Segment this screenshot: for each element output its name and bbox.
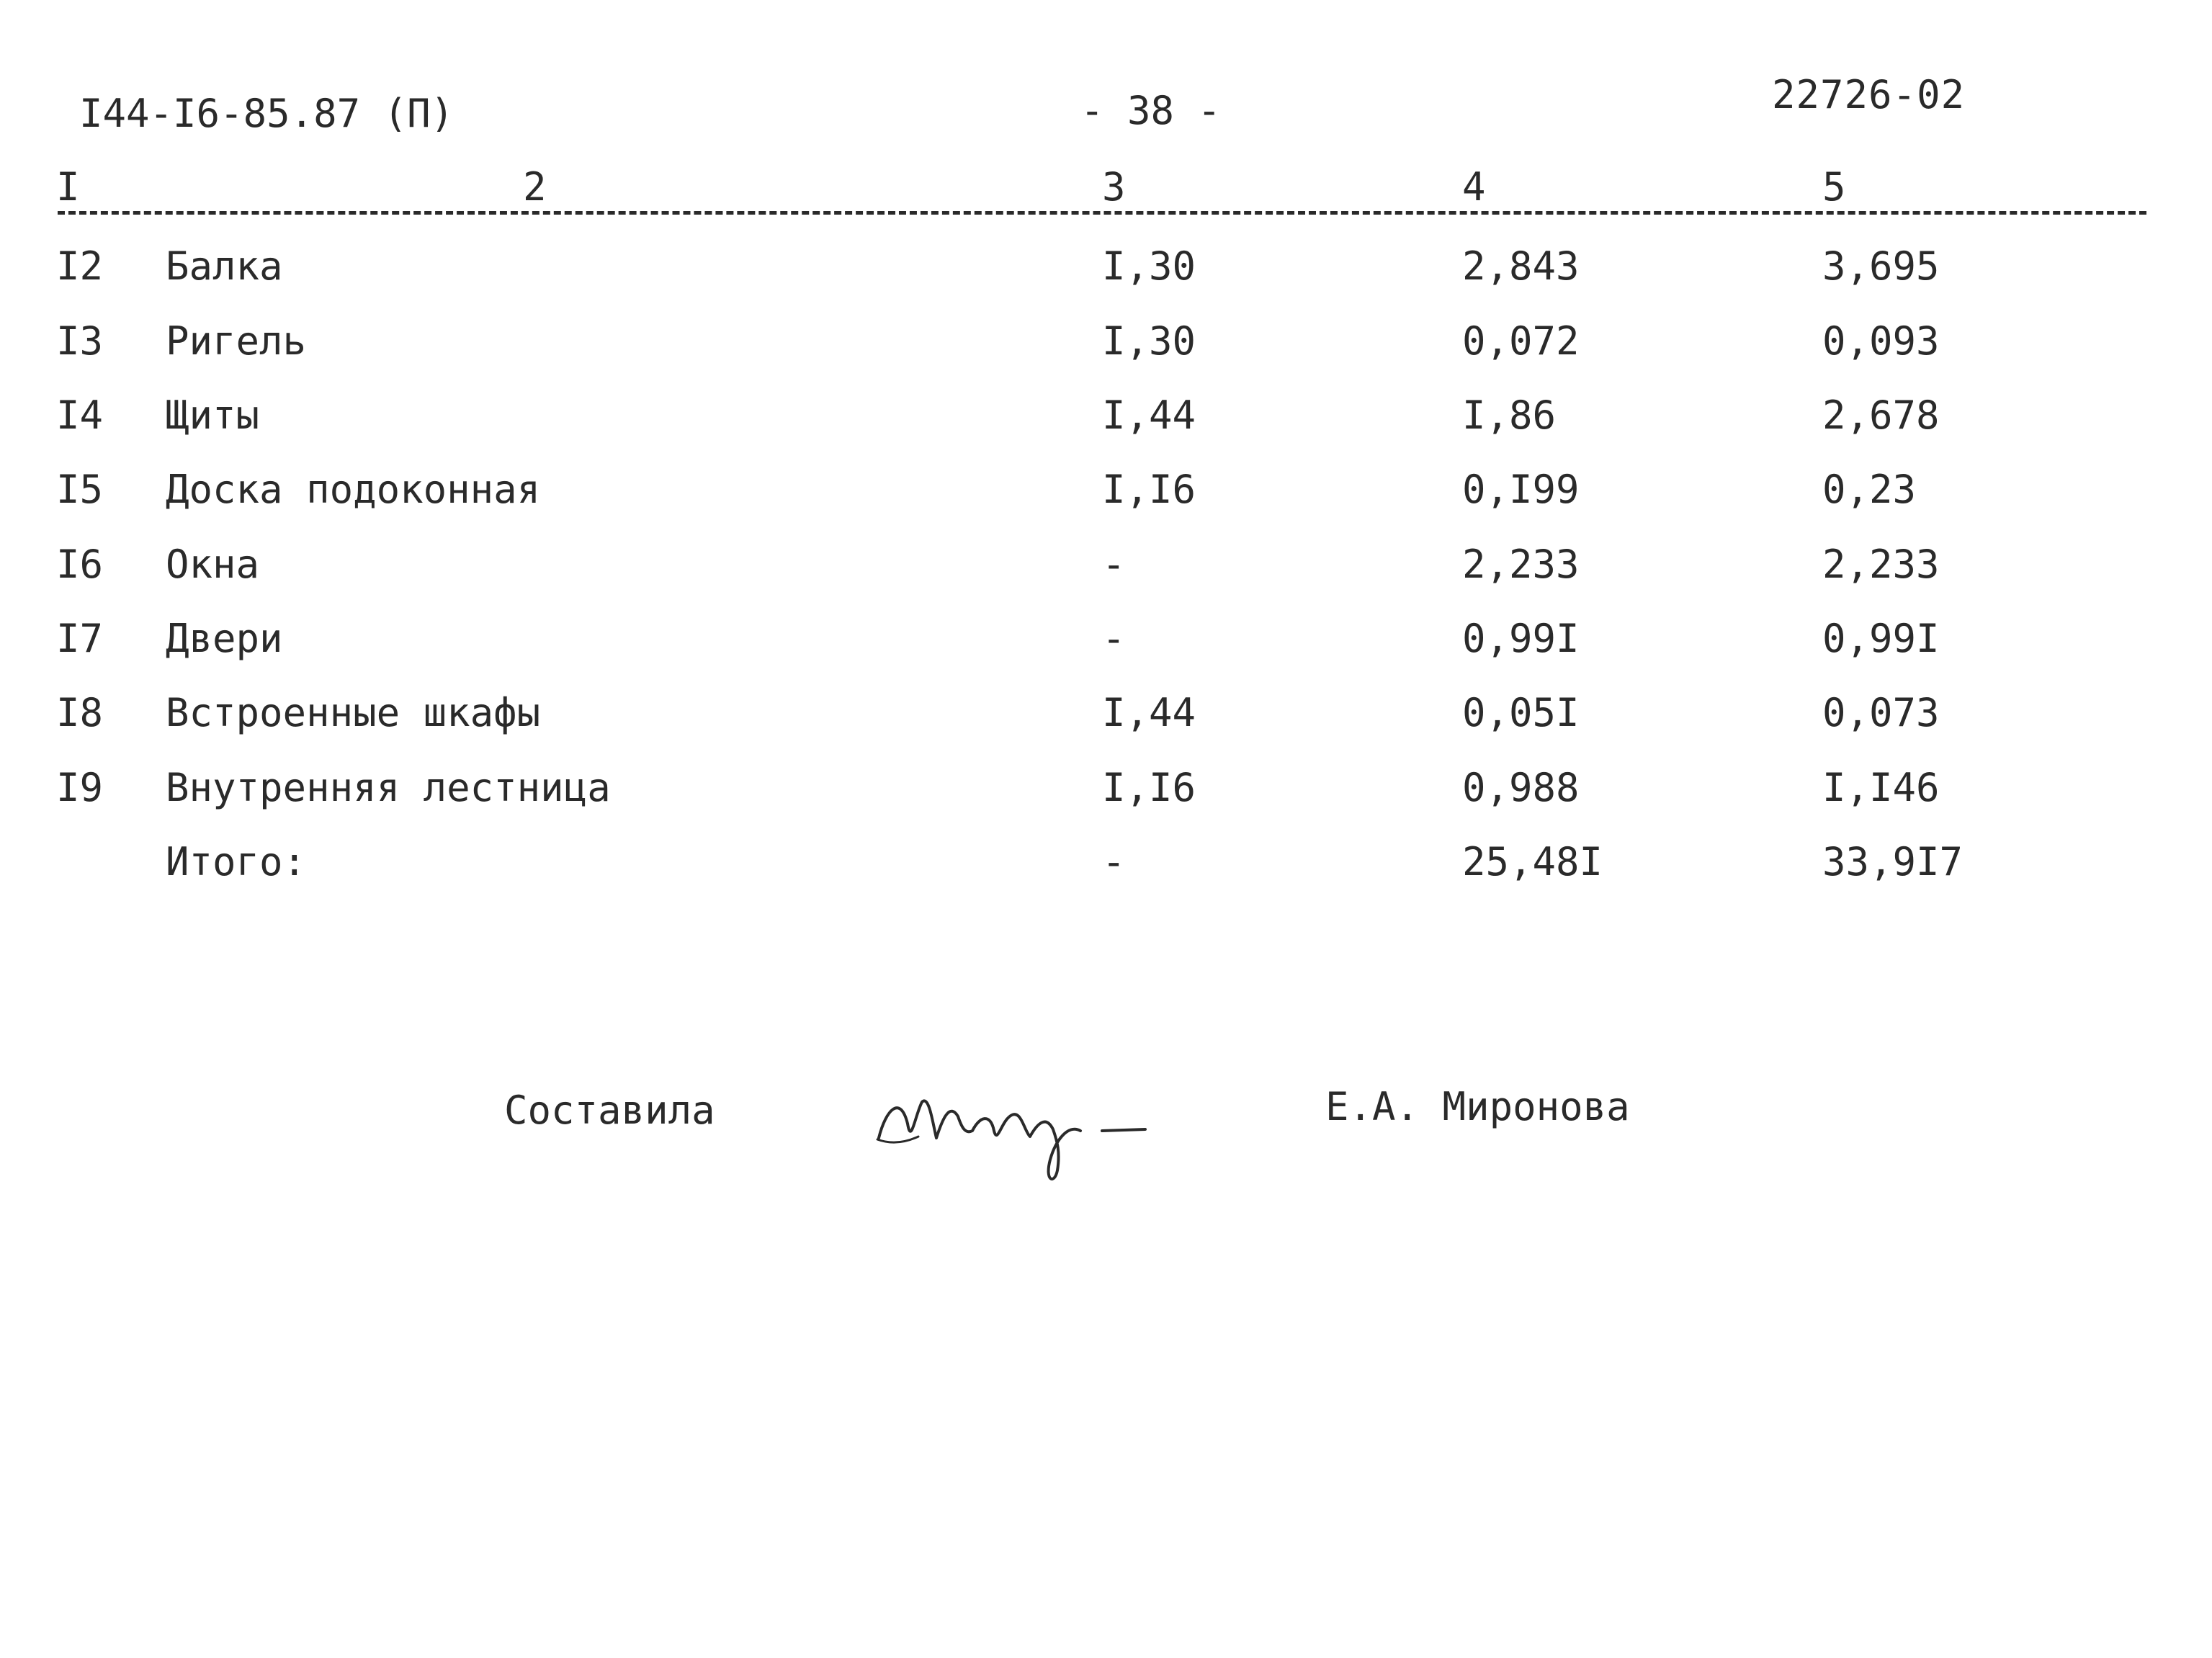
page-number: - 38 - <box>1080 88 1222 133</box>
row-number: I6 <box>56 542 104 587</box>
row-number: I3 <box>56 318 104 364</box>
row-col5: 0,23 <box>1822 467 1917 512</box>
column-number-1: I <box>56 164 80 210</box>
row-name: Ригель <box>166 318 307 364</box>
row-col4: 2,843 <box>1462 243 1580 289</box>
row-col5: 2,678 <box>1822 393 1940 438</box>
row-number: I5 <box>56 467 104 512</box>
table-row <box>0 318 2212 376</box>
row-number: I7 <box>56 616 104 661</box>
row-name: Двери <box>166 616 283 661</box>
column-number-5: 5 <box>1822 164 1846 210</box>
row-col3: - <box>1102 542 1126 587</box>
table-row <box>0 542 2212 599</box>
row-name: Встроенные шкафы <box>166 690 541 735</box>
row-name: Балка <box>166 243 283 289</box>
composed-by-label: Составила <box>504 1088 715 1133</box>
row-col4: 0,988 <box>1462 765 1580 810</box>
row-col4: 0,05I <box>1462 690 1580 735</box>
row-col5: 0,093 <box>1822 318 1940 364</box>
document-code: I44-I6-85.87 (П) <box>79 91 455 136</box>
row-col3: - <box>1102 839 1126 884</box>
row-number: I8 <box>56 690 104 735</box>
row-col5: 3,695 <box>1822 243 1940 289</box>
total-col5: 33,9I7 <box>1822 839 1964 884</box>
row-col3: I,30 <box>1102 243 1196 289</box>
row-col5: 0,073 <box>1822 690 1940 735</box>
row-col4: 2,233 <box>1462 542 1580 587</box>
row-name: Внутренняя лестница <box>166 765 611 810</box>
row-col3: - <box>1102 616 1126 661</box>
row-number: I9 <box>56 765 104 810</box>
column-number-4: 4 <box>1462 164 1486 210</box>
table-row <box>0 243 2212 301</box>
table-row <box>0 765 2212 823</box>
row-col5: 2,233 <box>1822 542 1940 587</box>
row-col4: I,86 <box>1462 393 1557 438</box>
table-row-total <box>0 839 2212 897</box>
row-col5: I,I46 <box>1822 765 1940 810</box>
row-col5: 0,99I <box>1822 616 1940 661</box>
row-name: Щиты <box>166 393 260 438</box>
signer-name: Е.А. Миронова <box>1325 1084 1630 1129</box>
header-divider <box>58 211 2146 215</box>
column-number-2: 2 <box>523 164 547 210</box>
column-number-3: 3 <box>1102 164 1126 210</box>
table-row <box>0 467 2212 524</box>
row-col4: 0,99I <box>1462 616 1580 661</box>
row-col4: 0,I99 <box>1462 467 1580 512</box>
row-name: Доска подоконная <box>166 467 541 512</box>
row-col3: I,I6 <box>1102 467 1196 512</box>
row-name: Окна <box>166 542 260 587</box>
row-number: I4 <box>56 393 104 438</box>
row-col3: I,30 <box>1102 318 1196 364</box>
table-row <box>0 393 2212 450</box>
handwritten-signature <box>864 1052 1167 1196</box>
row-number: I2 <box>56 243 104 289</box>
row-col3: I,I6 <box>1102 765 1196 810</box>
document-number: 22726-02 <box>1772 72 1966 117</box>
total-col4: 25,48I <box>1462 839 1603 884</box>
total-label: Итого: <box>166 839 307 884</box>
row-col3: I,44 <box>1102 690 1196 735</box>
table-row <box>0 690 2212 748</box>
table-row <box>0 616 2212 673</box>
row-col3: I,44 <box>1102 393 1196 438</box>
row-col4: 0,072 <box>1462 318 1580 364</box>
